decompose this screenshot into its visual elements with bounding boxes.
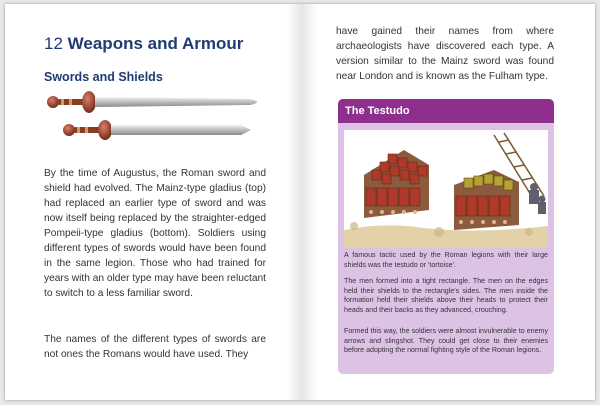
swords-illustration xyxy=(45,88,265,144)
paragraph-swords-evolution: By the time of Augustus, the Roman sword and shield had evolved. The Mainz-type gladius (top) had replaced an earlier type of sword and was now itself being replaced by the straighter-edged Pompeii-type gladius (bottom). Soldiers using different types of swords would have been found in the same legion. Those who had trained for years with an older type may have been reluctant to switch to a less familiar sword. xyxy=(44,168,266,299)
testudo-box-title: The Testudo xyxy=(338,99,554,123)
testudo-caption: A famous tactic used by the Roman legions with their large shields was the testudo or 'tortoise'. xyxy=(344,251,548,269)
testudo-text-invulnerable: Formed this way, the soldiers were almost invulnerable to enemy arrows and slingshot. They could get close to their enemies before adopting the normal fighting style of the Roman legions. xyxy=(344,327,548,355)
chapter-number: 12 xyxy=(44,34,63,53)
mainz-sword xyxy=(47,91,257,113)
section-title: Swords and Shields xyxy=(44,70,163,84)
testudo-text-formation: The men formed into a tight rectangle. The men on the edges held their shields to the rectangle's sides. The men inside the formation held their shields above their heads to protect their heads and their backs as they advanced, crouching. xyxy=(344,277,548,314)
testudo-formation-right xyxy=(454,170,519,230)
testudo-illustration xyxy=(344,130,548,248)
book-spread xyxy=(5,4,595,400)
right-page xyxy=(300,4,595,400)
paragraph-sword-names: The names of the different types of swords are not ones the Romans would have used. They xyxy=(44,334,266,360)
left-page xyxy=(5,4,300,400)
chapter-title-text: Weapons and Armour xyxy=(67,34,244,53)
paragraph-continued: have gained their names from where archaeologists have discovered each type. A version similar to the Mainz sword was found near London and is known as the Fulham type. xyxy=(336,26,554,82)
chapter-title xyxy=(44,34,243,54)
pompeii-sword xyxy=(63,120,251,140)
testudo-box xyxy=(338,99,554,374)
